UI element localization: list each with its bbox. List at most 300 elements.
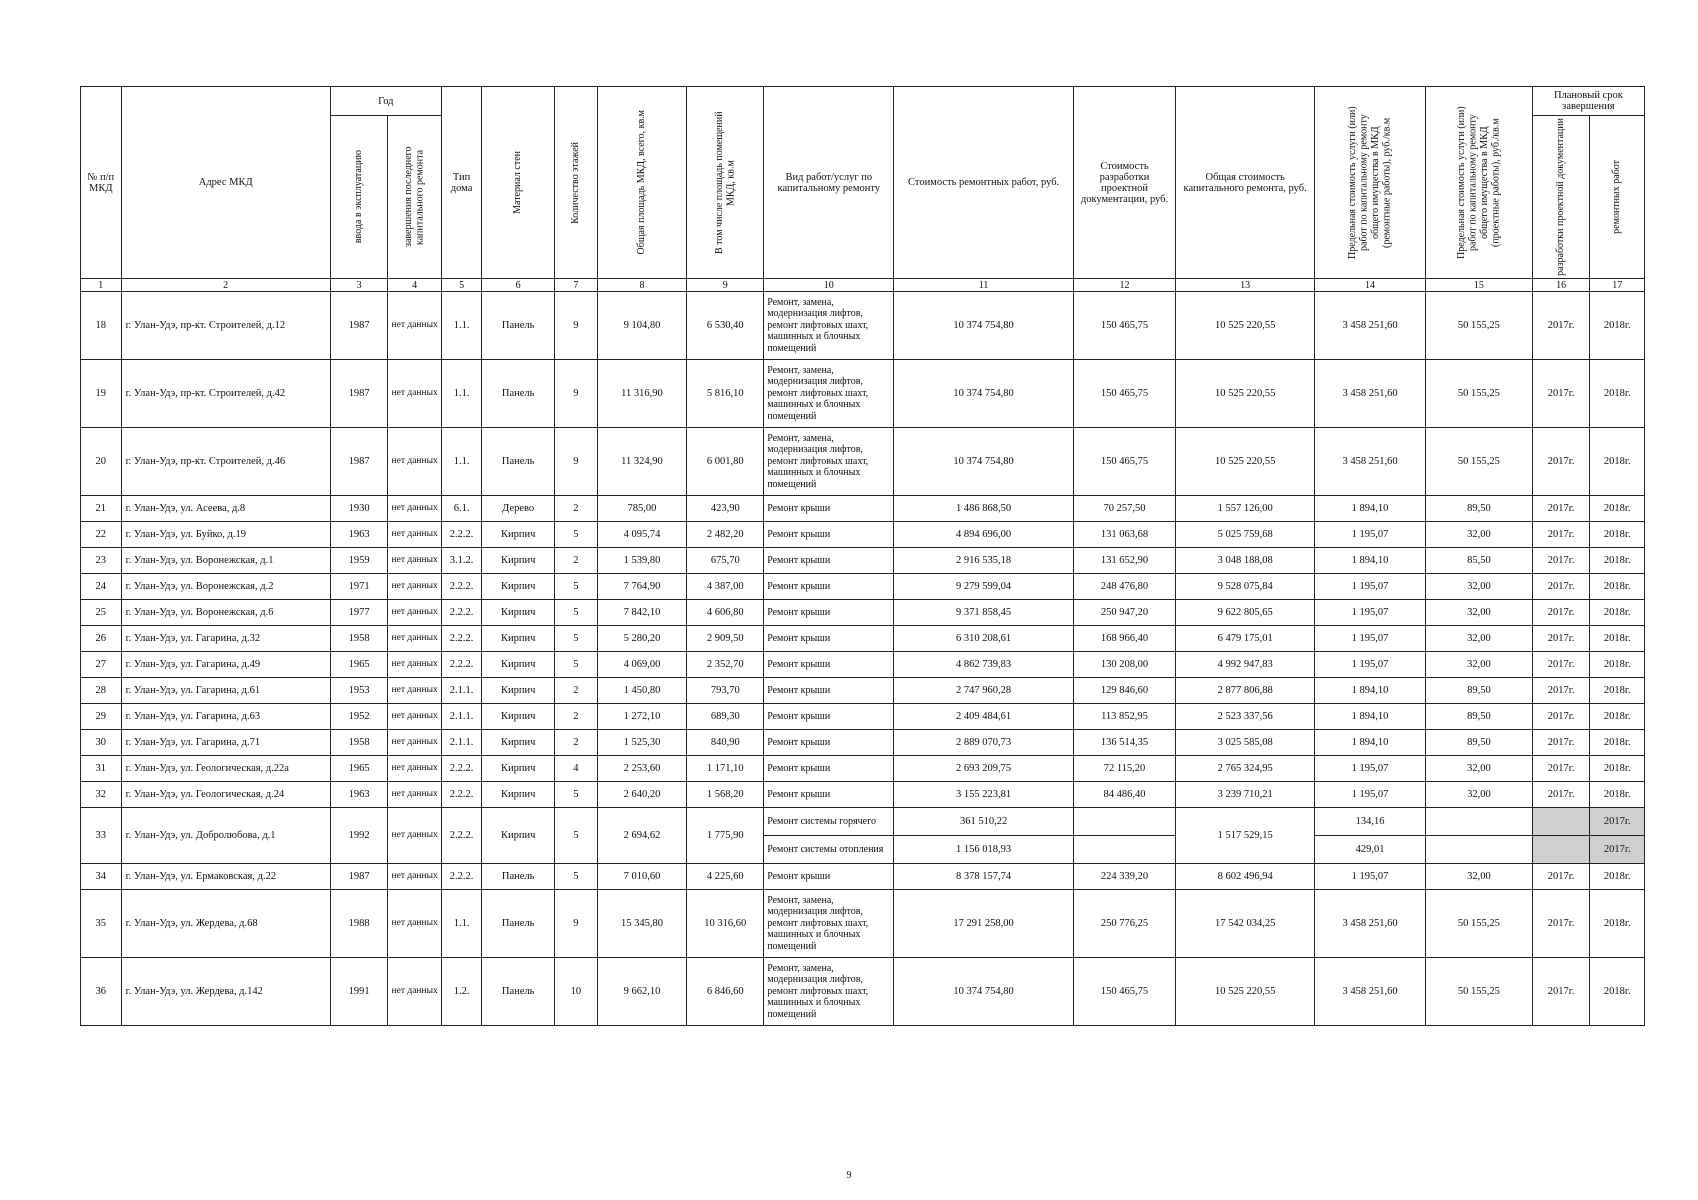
cell-limit-project: 32,00 <box>1426 782 1533 808</box>
column-number: 4 <box>388 279 441 292</box>
cell-area: 11 316,90 <box>597 360 687 428</box>
cell-limit-project: 50 155,25 <box>1426 360 1533 428</box>
table-row <box>81 958 1645 1026</box>
cell-limit-repair: 3 458 251,60 <box>1315 428 1426 496</box>
cell-year-commission: 1992 <box>330 808 388 864</box>
cell-wall: Кирпич <box>482 730 555 756</box>
cell-type: 1.2. <box>441 958 482 1026</box>
cell-plan-repair: 2018г. <box>1590 652 1645 678</box>
table-row <box>81 730 1645 756</box>
cell-total: 17 542 034,25 <box>1176 890 1315 958</box>
cell-area-premises: 6 530,40 <box>687 292 764 360</box>
cell-floors: 2 <box>554 548 597 574</box>
cell-area: 7 842,10 <box>597 600 687 626</box>
cell-plan-repair: 2017г. <box>1590 808 1645 836</box>
cell-address: г. Улан-Удэ, ул. Гагарина, д.63 <box>121 704 330 730</box>
cell-address: г. Улан-Удэ, пр-кт. Строителей, д.46 <box>121 428 330 496</box>
column-number: 12 <box>1073 279 1175 292</box>
cell-year-last-repair: нет данных <box>388 574 441 600</box>
cell-limit-project: 32,00 <box>1426 626 1533 652</box>
cell-area-premises: 4 387,00 <box>687 574 764 600</box>
cell-work: Ремонт крыши <box>764 782 894 808</box>
cell-total: 10 525 220,55 <box>1176 958 1315 1026</box>
cell-plan-repair: 2017г. <box>1590 836 1645 864</box>
cell-limit-repair: 1 195,07 <box>1315 626 1426 652</box>
table-row <box>81 522 1645 548</box>
cell-wall: Панель <box>482 958 555 1026</box>
cell-limit-repair: 1 894,10 <box>1315 678 1426 704</box>
cell-plan-repair: 2018г. <box>1590 782 1645 808</box>
cell-limit-project: 89,50 <box>1426 678 1533 704</box>
cell-project-cost: 72 115,20 <box>1073 756 1175 782</box>
cell-limit-project: 50 155,25 <box>1426 890 1533 958</box>
cell-cost: 2 747 960,28 <box>894 678 1073 704</box>
cell-work: Ремонт крыши <box>764 600 894 626</box>
cell-cost: 2 889 070,73 <box>894 730 1073 756</box>
cell-limit-project <box>1426 836 1533 864</box>
cell-year-last-repair: нет данных <box>388 652 441 678</box>
cell-plan-project: 2017г. <box>1532 600 1590 626</box>
header-house-type: Тип дома <box>441 87 482 279</box>
cell-total: 2 523 337,56 <box>1176 704 1315 730</box>
cell-type: 2.2.2. <box>441 522 482 548</box>
cell-year-commission: 1965 <box>330 652 388 678</box>
cell-cost: 8 378 157,74 <box>894 864 1073 890</box>
cell-n: 20 <box>81 428 122 496</box>
cell-plan-project: 2017г. <box>1532 864 1590 890</box>
cell-year-commission: 1958 <box>330 730 388 756</box>
cell-year-last-repair: нет данных <box>388 704 441 730</box>
cell-project-cost: 250 947,20 <box>1073 600 1175 626</box>
cell-total: 9 622 805,65 <box>1176 600 1315 626</box>
cell-address: г. Улан-Удэ, ул. Жердева, д.68 <box>121 890 330 958</box>
cell-address: г. Улан-Удэ, пр-кт. Строителей, д.42 <box>121 360 330 428</box>
cell-work: Ремонт крыши <box>764 730 894 756</box>
cell-area: 4 095,74 <box>597 522 687 548</box>
header-plan-project: разработки проектной документации <box>1555 118 1567 276</box>
column-number: 5 <box>441 279 482 292</box>
cell-area: 15 345,80 <box>597 890 687 958</box>
cell-n: 19 <box>81 360 122 428</box>
cell-year-commission: 1965 <box>330 756 388 782</box>
cell-limit-repair: 1 195,07 <box>1315 600 1426 626</box>
cell-plan-project: 2017г. <box>1532 704 1590 730</box>
header-work-type: Вид работ/услуг по капитальному ремонту <box>764 87 894 279</box>
cell-cost: 2 916 535,18 <box>894 548 1073 574</box>
cell-area-premises: 423,90 <box>687 496 764 522</box>
cell-type: 3.1.2. <box>441 548 482 574</box>
cell-limit-repair: 3 458 251,60 <box>1315 958 1426 1026</box>
cell-project-cost: 150 465,75 <box>1073 958 1175 1026</box>
header-limit-project: Предельная стоимость услуги (или) работ по капитальному ремонту общего имущества в МКД (проектные работы), руб./кв.м <box>1455 106 1502 259</box>
cell-total: 2 765 324,95 <box>1176 756 1315 782</box>
cell-total: 3 025 585,08 <box>1176 730 1315 756</box>
cell-n: 26 <box>81 626 122 652</box>
cell-work: Ремонт системы отопления <box>764 836 894 864</box>
cell-wall: Кирпич <box>482 574 555 600</box>
cell-year-last-repair: нет данных <box>388 890 441 958</box>
cell-floors: 10 <box>554 958 597 1026</box>
cell-cost: 9 371 858,45 <box>894 600 1073 626</box>
cell-year-last-repair: нет данных <box>388 626 441 652</box>
cell-wall: Кирпич <box>482 782 555 808</box>
cell-floors: 5 <box>554 808 597 864</box>
cell-address: г. Улан-Удэ, ул. Воронежская, д.6 <box>121 600 330 626</box>
cell-cost: 10 374 754,80 <box>894 292 1073 360</box>
cell-work: Ремонт крыши <box>764 652 894 678</box>
cell-plan-repair: 2018г. <box>1590 522 1645 548</box>
cell-project-cost <box>1073 836 1175 864</box>
cell-project-cost: 70 257,50 <box>1073 496 1175 522</box>
cell-work: Ремонт крыши <box>764 548 894 574</box>
column-number: 11 <box>894 279 1073 292</box>
cell-work: Ремонт, замена, модернизация лифтов, ремонт лифтовых шахт, машинных и блочных помещений <box>764 292 894 360</box>
cell-plan-project: 2017г. <box>1532 548 1590 574</box>
document-sheet <box>80 86 1645 1026</box>
cell-area: 785,00 <box>597 496 687 522</box>
cell-area-premises: 10 316,60 <box>687 890 764 958</box>
header-plan-group: Плановый срок завершения <box>1532 87 1644 116</box>
cell-area: 4 069,00 <box>597 652 687 678</box>
cell-year-last-repair: нет данных <box>388 522 441 548</box>
cell-area: 5 280,20 <box>597 626 687 652</box>
cell-project-cost: 224 339,20 <box>1073 864 1175 890</box>
cell-plan-repair: 2018г. <box>1590 704 1645 730</box>
cell-limit-repair: 1 195,07 <box>1315 864 1426 890</box>
cell-project-cost: 131 652,90 <box>1073 548 1175 574</box>
cell-year-commission: 1930 <box>330 496 388 522</box>
cell-n: 36 <box>81 958 122 1026</box>
cell-limit-repair: 1 195,07 <box>1315 574 1426 600</box>
header-plan-repair: ремонтных работ <box>1611 160 1623 234</box>
cell-wall: Кирпич <box>482 704 555 730</box>
cell-total: 6 479 175,01 <box>1176 626 1315 652</box>
table-row <box>81 782 1645 808</box>
cell-limit-repair: 1 894,10 <box>1315 730 1426 756</box>
cell-limit-repair: 1 894,10 <box>1315 704 1426 730</box>
cell-plan-project: 2017г. <box>1532 522 1590 548</box>
cell-year-commission: 1987 <box>330 292 388 360</box>
cell-address: г. Улан-Удэ, пр-кт. Строителей, д.12 <box>121 292 330 360</box>
cell-work: Ремонт системы горячего <box>764 808 894 836</box>
cell-plan-repair: 2018г. <box>1590 292 1645 360</box>
cell-work: Ремонт крыши <box>764 626 894 652</box>
cell-year-last-repair: нет данных <box>388 864 441 890</box>
cell-plan-repair: 2018г. <box>1590 574 1645 600</box>
cell-total: 8 602 496,94 <box>1176 864 1315 890</box>
cell-type: 2.2.2. <box>441 864 482 890</box>
cell-total: 4 992 947,83 <box>1176 652 1315 678</box>
cell-project-cost: 248 476,80 <box>1073 574 1175 600</box>
cell-n: 18 <box>81 292 122 360</box>
cell-type: 1.1. <box>441 890 482 958</box>
cell-n: 32 <box>81 782 122 808</box>
cell-limit-repair: 1 894,10 <box>1315 548 1426 574</box>
cell-plan-repair: 2018г. <box>1590 864 1645 890</box>
cell-n: 21 <box>81 496 122 522</box>
cell-cost: 1 156 018,93 <box>894 836 1073 864</box>
cell-year-commission: 1959 <box>330 548 388 574</box>
cell-year-last-repair: нет данных <box>388 730 441 756</box>
cell-plan-repair: 2018г. <box>1590 730 1645 756</box>
cell-area-premises: 6 001,80 <box>687 428 764 496</box>
cell-wall: Кирпич <box>482 678 555 704</box>
column-number: 3 <box>330 279 388 292</box>
cell-area: 2 694,62 <box>597 808 687 864</box>
cell-cost: 361 510,22 <box>894 808 1073 836</box>
cell-project-cost: 84 486,40 <box>1073 782 1175 808</box>
cell-project-cost: 129 846,60 <box>1073 678 1175 704</box>
table-row <box>81 548 1645 574</box>
cell-area: 1 272,10 <box>597 704 687 730</box>
cell-floors: 2 <box>554 678 597 704</box>
cell-year-last-repair: нет данных <box>388 782 441 808</box>
cell-area-premises: 1 775,90 <box>687 808 764 864</box>
cell-limit-project: 32,00 <box>1426 574 1533 600</box>
cell-year-commission: 1958 <box>330 626 388 652</box>
cell-wall: Кирпич <box>482 756 555 782</box>
cell-total: 10 525 220,55 <box>1176 292 1315 360</box>
cell-plan-repair: 2018г. <box>1590 626 1645 652</box>
cell-area-premises: 6 846,60 <box>687 958 764 1026</box>
cell-plan-project: 2017г. <box>1532 626 1590 652</box>
cell-cost: 2 693 209,75 <box>894 756 1073 782</box>
cell-wall: Дерево <box>482 496 555 522</box>
cell-cost: 6 310 208,61 <box>894 626 1073 652</box>
cell-limit-project: 50 155,25 <box>1426 428 1533 496</box>
cell-plan-repair: 2018г. <box>1590 678 1645 704</box>
cell-address: г. Улан-Удэ, ул. Геологическая, д.24 <box>121 782 330 808</box>
cell-area: 9 104,80 <box>597 292 687 360</box>
cell-plan-repair: 2018г. <box>1590 890 1645 958</box>
cell-area-premises: 2 352,70 <box>687 652 764 678</box>
cell-area-premises: 675,70 <box>687 548 764 574</box>
cell-year-last-repair: нет данных <box>388 428 441 496</box>
cell-year-last-repair: нет данных <box>388 756 441 782</box>
header-last-repair-year: завершения последнего капитального ремонта <box>403 146 426 248</box>
cell-year-commission: 1988 <box>330 890 388 958</box>
cell-cost: 17 291 258,00 <box>894 890 1073 958</box>
cell-year-last-repair: нет данных <box>388 548 441 574</box>
cell-wall: Кирпич <box>482 652 555 678</box>
cell-plan-project: 2017г. <box>1532 574 1590 600</box>
cell-limit-project: 32,00 <box>1426 652 1533 678</box>
cell-address: г. Улан-Удэ, ул. Жердева, д.142 <box>121 958 330 1026</box>
cell-year-commission: 1963 <box>330 782 388 808</box>
cell-floors: 9 <box>554 428 597 496</box>
cell-n: 22 <box>81 522 122 548</box>
cell-plan-repair: 2018г. <box>1590 548 1645 574</box>
page-number: 9 <box>846 1170 852 1181</box>
header-commission-year: ввода в эксплуатацию <box>353 150 365 244</box>
cell-wall: Кирпич <box>482 626 555 652</box>
table-row <box>81 890 1645 958</box>
cell-work: Ремонт крыши <box>764 704 894 730</box>
header-repair-cost: Стоимость ремонтных работ, руб. <box>894 87 1073 279</box>
cell-address: г. Улан-Удэ, ул. Гагарина, д.71 <box>121 730 330 756</box>
cell-address: г. Улан-Удэ, ул. Воронежская, д.2 <box>121 574 330 600</box>
cell-project-cost: 150 465,75 <box>1073 428 1175 496</box>
cell-year-last-repair: нет данных <box>388 678 441 704</box>
cell-n: 27 <box>81 652 122 678</box>
cell-total: 3 048 188,08 <box>1176 548 1315 574</box>
cell-type: 2.2.2. <box>441 600 482 626</box>
cell-work: Ремонт, замена, модернизация лифтов, ремонт лифтовых шахт, машинных и блочных помещений <box>764 890 894 958</box>
cell-limit-repair: 3 458 251,60 <box>1315 360 1426 428</box>
cell-plan-project: 2017г. <box>1532 652 1590 678</box>
table-row <box>81 428 1645 496</box>
cell-area-premises: 1 568,20 <box>687 782 764 808</box>
cell-n: 29 <box>81 704 122 730</box>
column-number: 6 <box>482 279 555 292</box>
cell-cost: 10 374 754,80 <box>894 958 1073 1026</box>
cell-work: Ремонт, замена, модернизация лифтов, ремонт лифтовых шахт, машинных и блочных помещений <box>764 428 894 496</box>
cell-plan-repair: 2018г. <box>1590 496 1645 522</box>
table-row <box>81 360 1645 428</box>
cell-area-premises: 5 816,10 <box>687 360 764 428</box>
cell-area: 1 450,80 <box>597 678 687 704</box>
cell-year-commission: 1971 <box>330 574 388 600</box>
cell-limit-repair: 429,01 <box>1315 836 1426 864</box>
header-wall-material: Материал стен <box>512 151 524 214</box>
cell-floors: 2 <box>554 704 597 730</box>
cell-floors: 9 <box>554 890 597 958</box>
header-limit-repair: Предельная стоимость услуги (или) работ по капитальному ремонту общего имущества в МКД (ремонтные работы), руб./кв.м <box>1347 106 1393 259</box>
cell-year-last-repair: нет данных <box>388 292 441 360</box>
cell-plan-project: 2017г. <box>1532 678 1590 704</box>
cell-floors: 5 <box>554 864 597 890</box>
cell-total: 1 517 529,15 <box>1176 808 1315 864</box>
cell-type: 2.1.1. <box>441 678 482 704</box>
cell-floors: 5 <box>554 626 597 652</box>
cell-wall: Панель <box>482 428 555 496</box>
cell-n: 24 <box>81 574 122 600</box>
cell-year-commission: 1987 <box>330 864 388 890</box>
cell-year-last-repair: нет данных <box>388 600 441 626</box>
cell-wall: Кирпич <box>482 808 555 864</box>
column-number: 14 <box>1315 279 1426 292</box>
cell-limit-project: 89,50 <box>1426 704 1533 730</box>
cell-floors: 5 <box>554 652 597 678</box>
cell-type: 2.2.2. <box>441 756 482 782</box>
cell-cost: 4 862 739,83 <box>894 652 1073 678</box>
table-row <box>81 652 1645 678</box>
cell-plan-project: 2017г. <box>1532 782 1590 808</box>
cell-area: 2 253,60 <box>597 756 687 782</box>
header-premises-area: В том числе площадь помещений МКД, кв.м <box>713 111 737 254</box>
cell-n: 30 <box>81 730 122 756</box>
cell-area: 1 525,30 <box>597 730 687 756</box>
table-row <box>81 626 1645 652</box>
cell-area-premises: 2 909,50 <box>687 626 764 652</box>
cell-address: г. Улан-Удэ, ул. Воронежская, д.1 <box>121 548 330 574</box>
cell-type: 2.2.2. <box>441 808 482 864</box>
cell-project-cost <box>1073 808 1175 836</box>
cell-limit-project: 50 155,25 <box>1426 958 1533 1026</box>
cell-area: 1 539,80 <box>597 548 687 574</box>
cell-area-premises: 4 225,60 <box>687 864 764 890</box>
cell-address: г. Улан-Удэ, ул. Гагарина, д.32 <box>121 626 330 652</box>
cell-limit-project: 32,00 <box>1426 864 1533 890</box>
cell-type: 2.1.1. <box>441 730 482 756</box>
cell-address: г. Улан-Удэ, ул. Гагарина, д.61 <box>121 678 330 704</box>
cell-type: 1.1. <box>441 360 482 428</box>
cell-year-commission: 1953 <box>330 678 388 704</box>
column-number: 7 <box>554 279 597 292</box>
column-number: 17 <box>1590 279 1645 292</box>
cell-total: 10 525 220,55 <box>1176 428 1315 496</box>
table-row <box>81 496 1645 522</box>
cell-n: 34 <box>81 864 122 890</box>
table-row <box>81 678 1645 704</box>
cell-year-last-repair: нет данных <box>388 958 441 1026</box>
cell-type: 2.1.1. <box>441 704 482 730</box>
cell-plan-project: 2017г. <box>1532 730 1590 756</box>
cell-year-commission: 1991 <box>330 958 388 1026</box>
cell-year-last-repair: нет данных <box>388 496 441 522</box>
cell-plan-repair: 2018г. <box>1590 428 1645 496</box>
cell-cost: 10 374 754,80 <box>894 428 1073 496</box>
cell-type: 2.2.2. <box>441 626 482 652</box>
cell-address: г. Улан-Удэ, ул. Геологическая, д.22а <box>121 756 330 782</box>
cell-plan-project: 2017г. <box>1532 890 1590 958</box>
cell-year-commission: 1987 <box>330 360 388 428</box>
cell-limit-project: 85,50 <box>1426 548 1533 574</box>
cell-plan-repair: 2018г. <box>1590 756 1645 782</box>
cell-plan-project: 2017г. <box>1532 496 1590 522</box>
cell-work: Ремонт, замена, модернизация лифтов, ремонт лифтовых шахт, машинных и блочных помещений <box>764 958 894 1026</box>
cell-year-commission: 1952 <box>330 704 388 730</box>
cell-year-commission: 1977 <box>330 600 388 626</box>
cell-address: г. Улан-Удэ, ул. Асеева, д.8 <box>121 496 330 522</box>
table-row <box>81 704 1645 730</box>
cell-limit-project: 32,00 <box>1426 756 1533 782</box>
cell-address: г. Улан-Удэ, ул. Гагарина, д.49 <box>121 652 330 678</box>
header-project-cost: Стоимость разработки проектной документации, руб. <box>1073 87 1175 279</box>
cell-floors: 2 <box>554 496 597 522</box>
cell-cost: 9 279 599,04 <box>894 574 1073 600</box>
cell-floors: 4 <box>554 756 597 782</box>
cell-plan-project: 2017г. <box>1532 958 1590 1026</box>
cell-floors: 2 <box>554 730 597 756</box>
cell-work: Ремонт крыши <box>764 756 894 782</box>
cell-cost: 3 155 223,81 <box>894 782 1073 808</box>
cell-type: 2.2.2. <box>441 652 482 678</box>
cell-limit-repair: 1 195,07 <box>1315 652 1426 678</box>
header-address: Адрес МКД <box>121 87 330 279</box>
cell-plan-project <box>1532 808 1590 836</box>
cell-year-commission: 1987 <box>330 428 388 496</box>
cell-project-cost: 131 063,68 <box>1073 522 1175 548</box>
table-row <box>81 600 1645 626</box>
cell-area: 2 640,20 <box>597 782 687 808</box>
cell-limit-repair: 1 195,07 <box>1315 782 1426 808</box>
column-number: 2 <box>121 279 330 292</box>
cell-wall: Панель <box>482 360 555 428</box>
cell-area: 7 764,90 <box>597 574 687 600</box>
cell-cost: 4 894 696,00 <box>894 522 1073 548</box>
column-number-row <box>81 279 1645 292</box>
cell-n: 33 <box>81 808 122 864</box>
cell-project-cost: 130 208,00 <box>1073 652 1175 678</box>
cell-area-premises: 2 482,20 <box>687 522 764 548</box>
header-total-area: Общая площадь МКД, всего, кв.м <box>636 110 648 255</box>
cell-area-premises: 793,70 <box>687 678 764 704</box>
header-year-group: Год <box>330 87 441 116</box>
cell-limit-project: 32,00 <box>1426 600 1533 626</box>
cell-address: г. Улан-Удэ, ул. Ермаковская, д.22 <box>121 864 330 890</box>
cell-work: Ремонт, замена, модернизация лифтов, ремонт лифтовых шахт, машинных и блочных помещений <box>764 360 894 428</box>
